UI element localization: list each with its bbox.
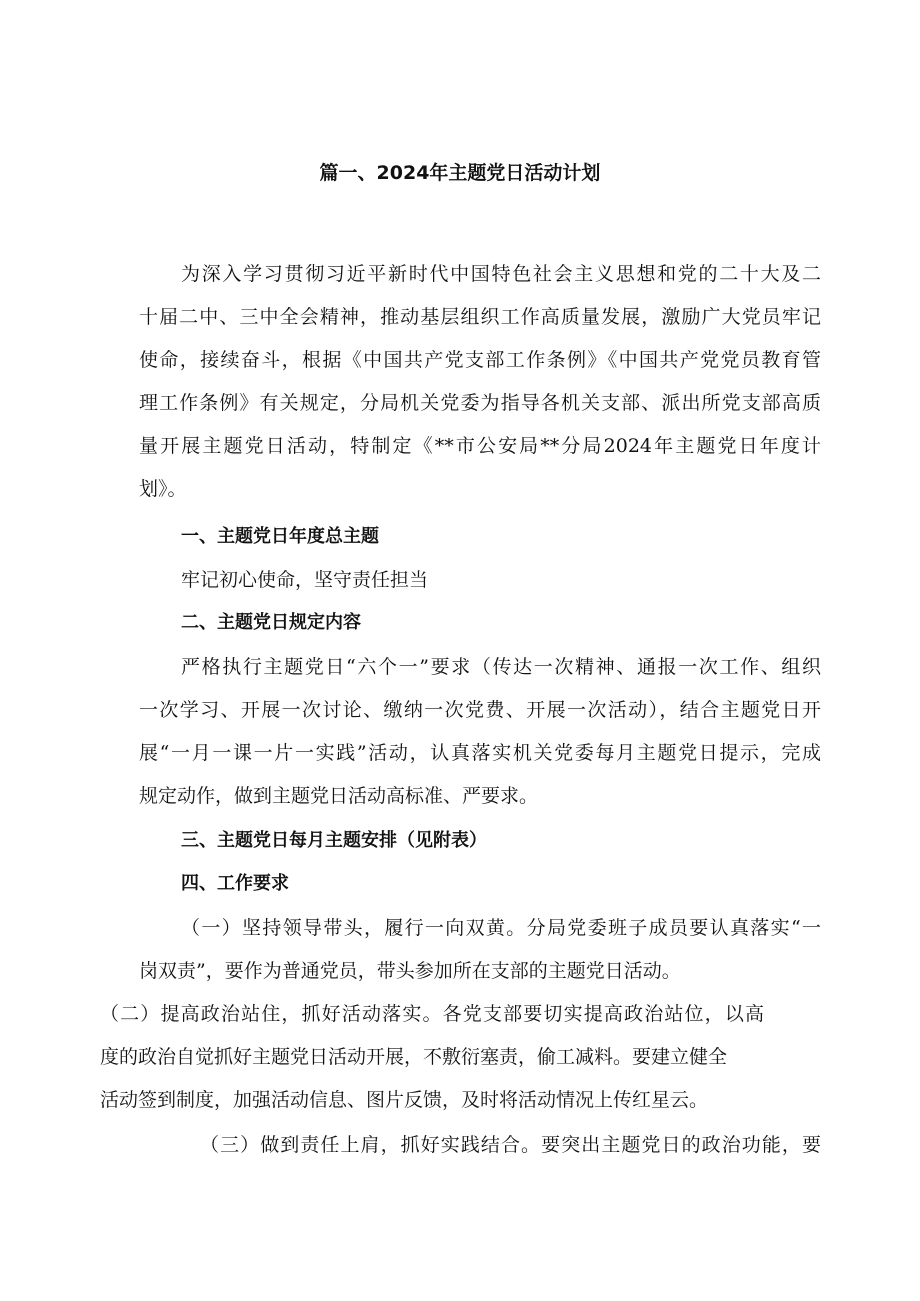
section-2-line-4: 规定动作，做到主题党日活动高标准、严要求。 — [139, 785, 539, 807]
intro-line-6: 划》。 — [139, 478, 187, 500]
section-2-heading: 二、主题党日规定内容 — [181, 612, 361, 633]
item-2-line-2: 度的政治自觉抓好主题党日活动开展，不敷衍塞责，偷工减料。要建立健全 — [100, 1046, 728, 1068]
page-title: 篇一、2024年主题党日活动计划 — [319, 162, 601, 184]
intro-line-1: 为深入学习贯彻习近平新时代中国特色社会主义思想和党的二十大及二 — [181, 263, 821, 285]
section-2-line-3: 展“一月一课一片一实践”活动，认真落实机关党委每月主题党日提示，完成 — [139, 742, 821, 764]
intro-line-2: 十届二中、三中全会精神，推动基层组织工作高质量发展，激励广大党员牢记 — [139, 306, 821, 328]
item-1-line-1: （一）坚持领导带头，履行一向双黄。分局党委班子成员要认真落实“一 — [181, 917, 821, 939]
item-3-line-1: （三）做到责任上肩，抓好实践结合。要突出主题党日的政治功能，要 — [200, 1134, 821, 1156]
intro-line-5: 量开展主题党日活动，特制定《**市公安局**分局2024年主题党日年度计 — [139, 435, 821, 457]
section-4-heading: 四、工作要求 — [181, 873, 289, 894]
item-2-line-1: （二）提高政治站住，抓好活动落实。各党支部要切实提高政治站位，以高 — [100, 1003, 764, 1025]
section-1-text: 牢记初心使命，坚守责任担当 — [181, 569, 429, 591]
intro-line-4: 理工作条例》有关规定，分局机关党委为指导各机关支部、派出所党支部高质 — [139, 392, 821, 414]
section-3-heading: 三、主题党日每月主题安排（见附表） — [181, 830, 487, 851]
intro-line-3: 使命，接续奋斗，根据《中国共产党支部工作条例》《中国共产党党员教育管 — [139, 349, 821, 371]
item-2-line-3: 活动签到制度，加强活动信息、图片反馈，及时将活动情况上传红星云。 — [100, 1089, 709, 1111]
section-1-heading: 一、主题党日年度总主题 — [181, 526, 379, 547]
section-2-line-1: 严格执行主题党日“六个一”要求（传达一次精神、通报一次工作、组织 — [181, 656, 821, 678]
item-1-line-2: 岗双责”，要作为普通党员，带头参加所在支部的主题党日活动。 — [139, 960, 681, 982]
section-2-line-2: 一次学习、开展一次讨论、缴纳一次党费、开展一次活动），结合主题党日开 — [139, 699, 821, 721]
